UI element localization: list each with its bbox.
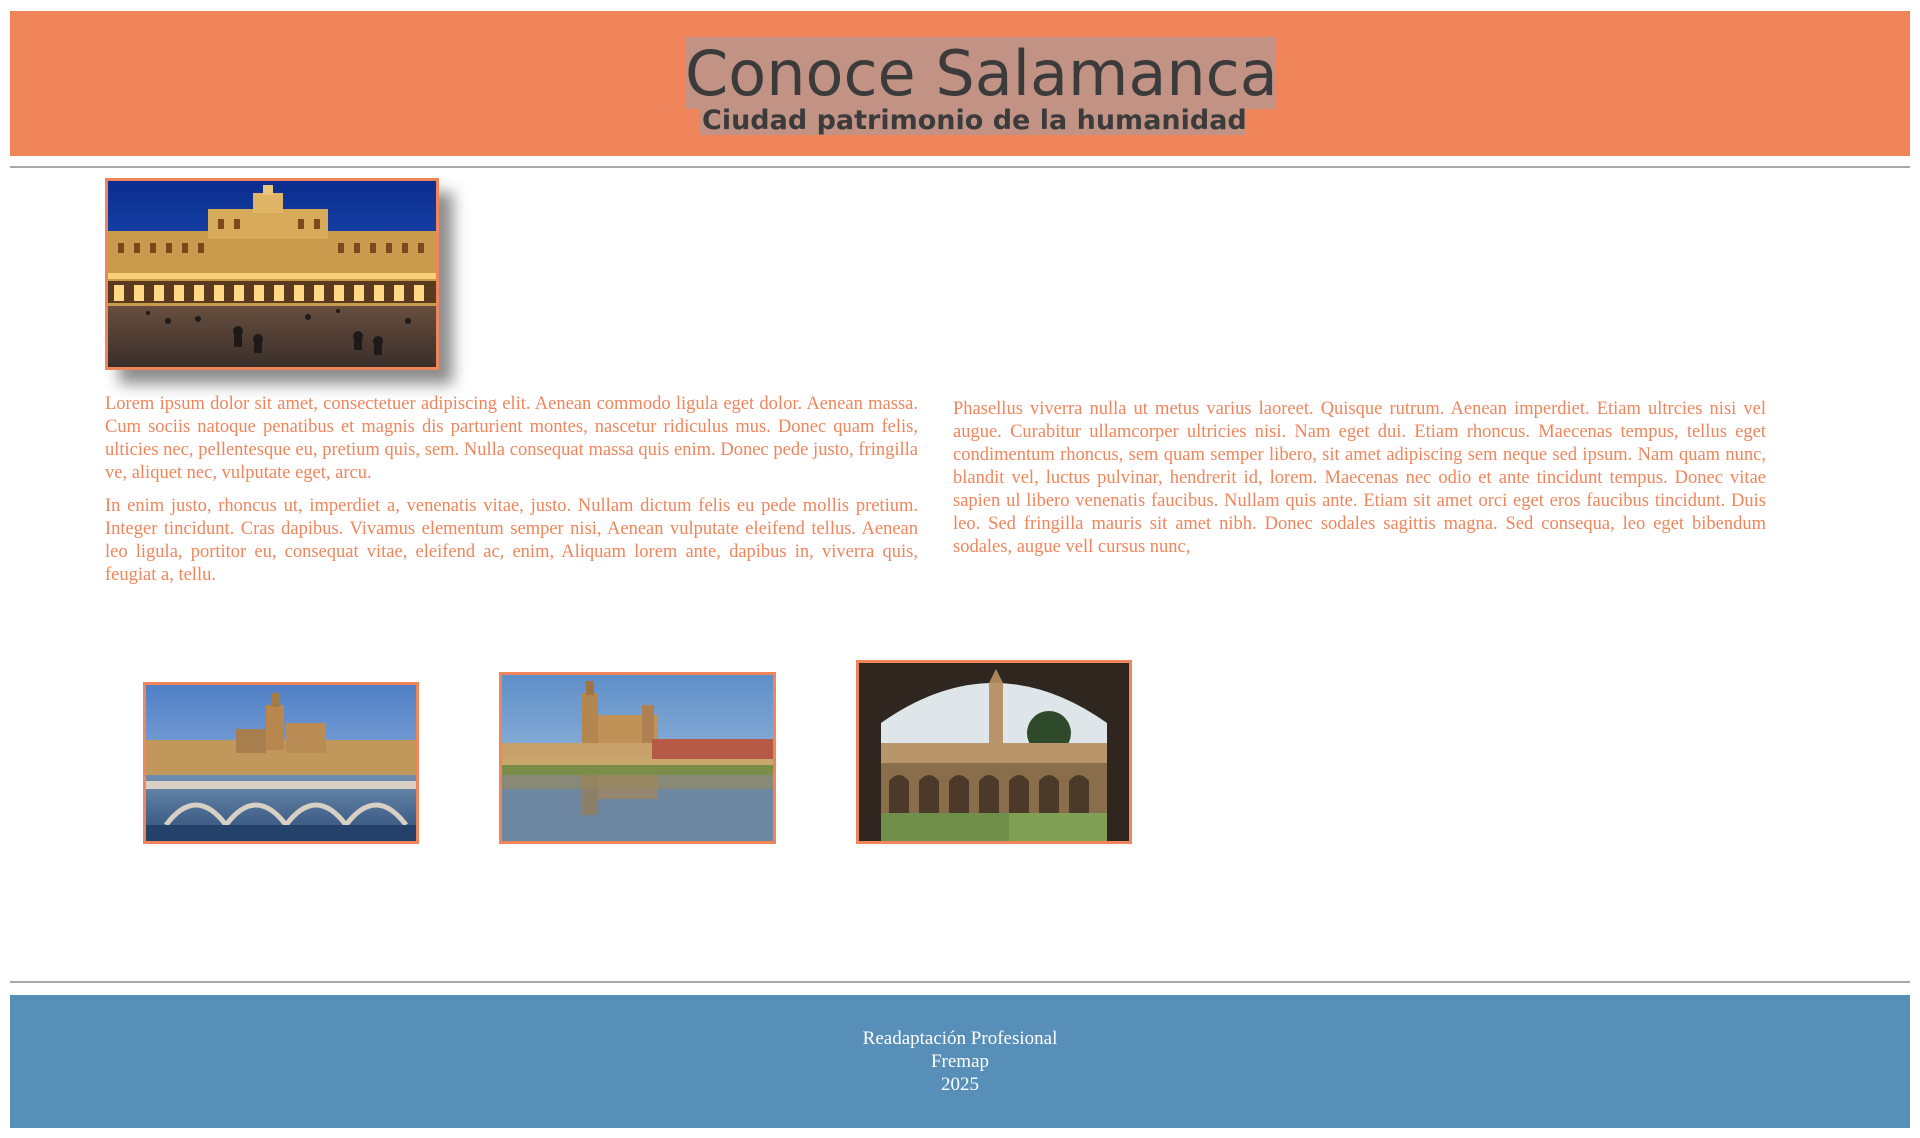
paragraph: In enim justo, rhoncus ut, imperdiet a, venenatis vitae, justo. Nullam dictum felis eu pede mollis pretium. Integer tincidunt. Cras dapibus. Vivamus elementum semper nisi, Aenean vulputate eleifend tellus. Aenean leo ligula, portitor eu, consequat vitae, eleifend ac, enim, Aliquam lorem ante, dapibus in, viverra quis, feugiat a, tellu.	[105, 496, 918, 585]
footer-line-year: 2025	[941, 1074, 979, 1095]
footer-line-organization: Readaptación Profesional	[862, 1028, 1058, 1049]
paragraph: Phasellus viverra nulla ut metus varius laoreet. Quisque rutrum. Aenean imperdiet. Etiam ultrcies nisi vel augue. Curabitur ullamcorper ultricies nisi. Nam eget dui. Etiam rhoncus. Maecenas tempus, tellus eget condimentum rhoncus, sem quam semper libero, sit amet adipiscing sem neque sed ipsum. Nam quam nunc, blandit vel, luctus pulvinar, hendrerit id, lorem. Maecenas nec odio et ante tincidunt tempus. Donec vitae sapien ul libero venenatis faucibus. Nullam quis ante. Etiam sit amet orci eget eros faucibus tincidunt. Duis leo. Sed fringilla mauris sit amet nibh. Donec sodales sagittis magna. Sed consequa, leo eget bibendum sodales, augue vell cursus nunc,	[953, 399, 1766, 557]
cloister-arch-photo	[856, 660, 1132, 844]
divider-bottom	[10, 981, 1910, 983]
footer-text	[10, 1027, 1910, 1096]
divider-top	[10, 166, 1910, 168]
left-text-column	[105, 393, 918, 597]
site-footer	[10, 995, 1910, 1128]
site-header	[10, 11, 1910, 156]
bridge-cathedral-photo	[143, 682, 419, 844]
page-title: Conoce Salamanca	[685, 37, 1278, 110]
title-block	[675, 27, 1278, 136]
plaza-mayor-photo	[105, 178, 439, 370]
right-text-column	[953, 398, 1766, 569]
paragraph: Lorem ipsum dolor sit amet, consectetuer adipiscing elit. Aenean commodo ligula eget dolor. Aenean massa. Cum sociis natoque penatibus et magnis dis parturient montes, nascetur ridiculus mus. Donec quam felis, ulticies nec, pellentesque eu, pretium quis, sem. Nulla consequat massa quis enim. Donec pede justo, fringilla ve, aliquet nec, vulputate eget, arcu.	[105, 394, 918, 483]
footer-line-company: Fremap	[930, 1051, 990, 1072]
page-subtitle: Ciudad patrimonio de la humanidad	[702, 105, 1247, 136]
cathedral-river-reflection-photo	[499, 672, 776, 844]
